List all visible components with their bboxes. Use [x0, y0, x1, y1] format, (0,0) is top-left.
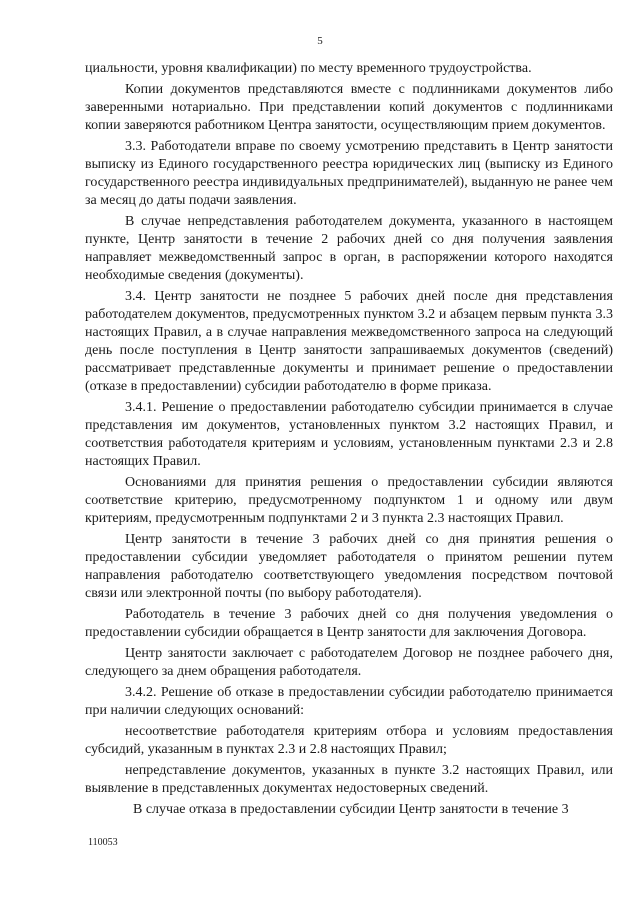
paragraph: 3.4.1. Решение о предоставлении работодателю субсидии принимается в случае представления им документов, установленных пунктом 3.2 настоящих Правил, и соответствия работодателя критериям и условиям, установленным пунктами 2.3 и 2.8 настоящих Правил. — [85, 400, 613, 469]
paragraph: Центр занятости заключает с работодателем Договор не позднее рабочего дня, следующего за днем обращения работодателя. — [85, 646, 613, 679]
paragraph: непредставление документов, указанных в пункте 3.2 настоящих Правил, или выявление в представленных документах недостоверных сведений. — [85, 763, 613, 796]
page-number: 5 — [317, 35, 323, 47]
paragraph: Центр занятости в течение 3 рабочих дней со дня принятия решения о предоставлении субсидии уведомляет работодателя о принятом решении путем направления работодателю соответствующего уведомления посредством почтовой связи или электронной почты (по выбору работодателя). — [85, 532, 613, 601]
paragraph: 3.4.2. Решение об отказе в предоставлении субсидии работодателю принимается при наличии следующих оснований: — [85, 685, 613, 718]
document-code: 110053 — [88, 837, 118, 848]
document-body — [85, 60, 613, 822]
paragraph: Работодатель в течение 3 рабочих дней со дня получения уведомления о предоставлении субсидии обращается в Центр занятости для заключения Договора. — [85, 607, 613, 640]
paragraph: Копии документов представляются вместе с подлинниками документов либо заверенными нотариально. При представлении копий документов с подлинниками копии заверяются работником Центра занятости, осуществляющим прием документов. — [85, 82, 613, 133]
paragraph: циальности, уровня квалификации) по месту временного трудоустройства. — [85, 61, 532, 76]
paragraph: Основаниями для принятия решения о предоставлении субсидии являются соответствие критерию, предусмотренному подпунктом 1 и одному или двум критериям, предусмотренным подпунктами 2 и 3 пункта 2.3 настоящих Правил. — [85, 475, 613, 526]
paragraph: несоответствие работодателя критериям отбора и условиям предоставления субсидий, указанным в пунктах 2.3 и 2.8 настоящих Правил; — [85, 724, 613, 757]
paragraph: 3.3. Работодатели вправе по своему усмотрению представить в Центр занятости выписку из Единого государственного реестра юридических лиц (выписку из Единого государственного реестра индивидуальных предпринимателей), выданную не ранее чем за месяц до даты подачи заявления. — [85, 139, 613, 208]
paragraph: В случае отказа в предоставлении субсидии Центр занятости в течение 3 — [133, 802, 569, 817]
paragraph: 3.4. Центр занятости не позднее 5 рабочих дней после дня представления работодателем документов, предусмотренных пунктом 3.2 и абзацем первым пункта 3.3 настоящих Правил, а в случае направления межведомственного запроса на следующий день после поступления в Центр занятости запрашиваемых документов (сведений) рассматривает представленные документы и принимает решение о предоставлении (отказе в предоставлении) субсидии работодателю в форме приказа. — [85, 289, 613, 394]
paragraph: В случае непредставления работодателем документа, указанного в настоящем пункте, Центр занятости в течение 2 рабочих дней со дня получения заявления направляет межведомственный запрос в орган, в распоряжении которого находятся необходимые сведения (документы). — [85, 214, 613, 283]
